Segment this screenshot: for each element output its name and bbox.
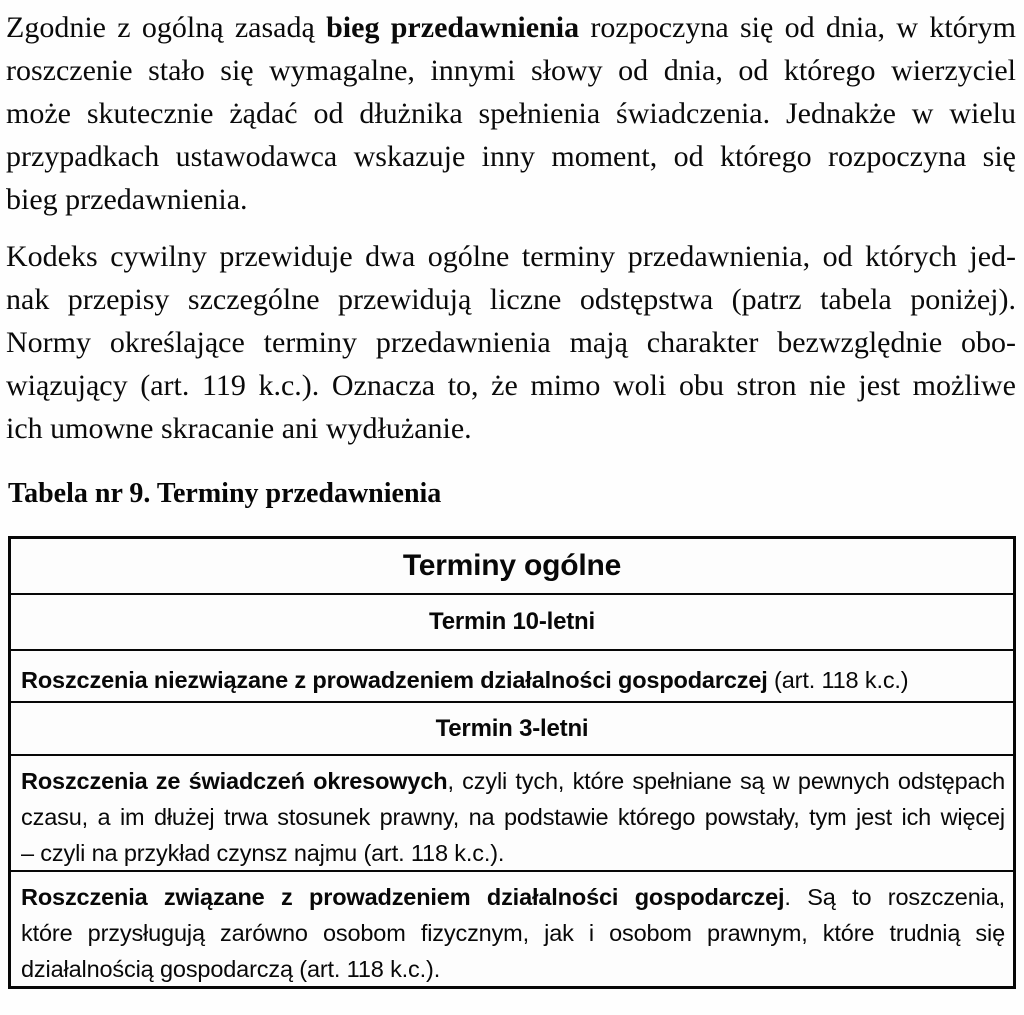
subheader-label: Termin 10-letni — [429, 608, 595, 635]
text-line: może skutecznie żądać od dłużnika spełnienia świadczenia. Jednakże w wielu — [6, 97, 1016, 130]
text-line: Normy określające terminy przedawnienia mają charakter bezwzględnie obo- — [6, 326, 1016, 359]
text-line: ich umowne skracanie ani wydłużanie. — [6, 412, 472, 445]
table-subheader-3-year — [11, 701, 1013, 754]
text-line — [21, 662, 1005, 698]
text-line — [6, 6, 1016, 49]
limitation-periods-table — [8, 536, 1016, 989]
text-line: bieg przedawnienia. — [6, 183, 248, 216]
paragraph-intro — [6, 6, 1016, 221]
table-caption: Tabela nr 9. Terminy przedawnienia — [8, 478, 442, 509]
bold-term: Roszczenia ze świadczeń okresowych — [21, 768, 448, 794]
table-subheader-10-year — [11, 593, 1013, 649]
bold-term: Roszczenia związane z prowadzeniem działalności gospodarczej — [21, 884, 785, 910]
text-line: wiązujący (art. 119 k.c.). Oznacza to, że mimo woli obu stron nie jest możliwe — [6, 369, 1016, 402]
text-line: które przysługują zarówno osobom fizycznym, jak i osobom prawnym, które trudnią się — [21, 920, 1005, 946]
text-line: działalnością gospodarczą (art. 118 k.c.). — [21, 956, 441, 982]
text-line: czasu, a im dłużej trwa stosunek prawny, na podstawie którego powstały, tym jest ich więcej — [21, 804, 1005, 830]
text-segment: Zgodnie z ogólną zasadą — [6, 11, 327, 44]
bold-term: Roszczenia niezwiązane z prowadzeniem działalności gospodarczej — [21, 667, 768, 693]
subheader-label: Termin 3-letni — [435, 714, 589, 742]
text-segment: rozpoczyna się od dnia, w którym — [579, 11, 1016, 44]
text-line: przypadkach ustawodawca wskazuje inny moment, od którego rozpoczyna się — [6, 140, 1016, 173]
text-line: roszczenie stało się wymagalne, innymi słowy od dnia, od którego wierzyciel — [6, 54, 1016, 87]
table-row-periodic-claims — [11, 754, 1013, 870]
text-line — [21, 763, 1005, 799]
text-line: nak przepisy szczególne przewidują liczne odstępstwa (patrz tabela poniżej). — [6, 283, 1016, 316]
table-header-row — [11, 539, 1013, 593]
text-segment: , czyli tych, które spełniane są w pewnych odstępach — [447, 768, 1005, 794]
bold-term: bieg przedawnienia — [326, 11, 580, 44]
text-line — [21, 879, 1005, 915]
table-row-10-year-claims — [11, 649, 1013, 701]
text-segment: (art. 118 k.c.) — [767, 667, 909, 693]
paragraph-kodeks — [6, 235, 1016, 450]
text-segment: . Są to roszczenia, — [784, 884, 1005, 910]
table-row-business-claims — [11, 870, 1013, 986]
text-line: Kodeks cywilny przewiduje dwa ogólne terminy przedawnienia, od których jed- — [6, 240, 1016, 273]
text-line: – czyli na przykład czynsz najmu (art. 118 k.c.). — [21, 840, 505, 866]
table-header-label: Terminy ogólne — [402, 549, 622, 582]
